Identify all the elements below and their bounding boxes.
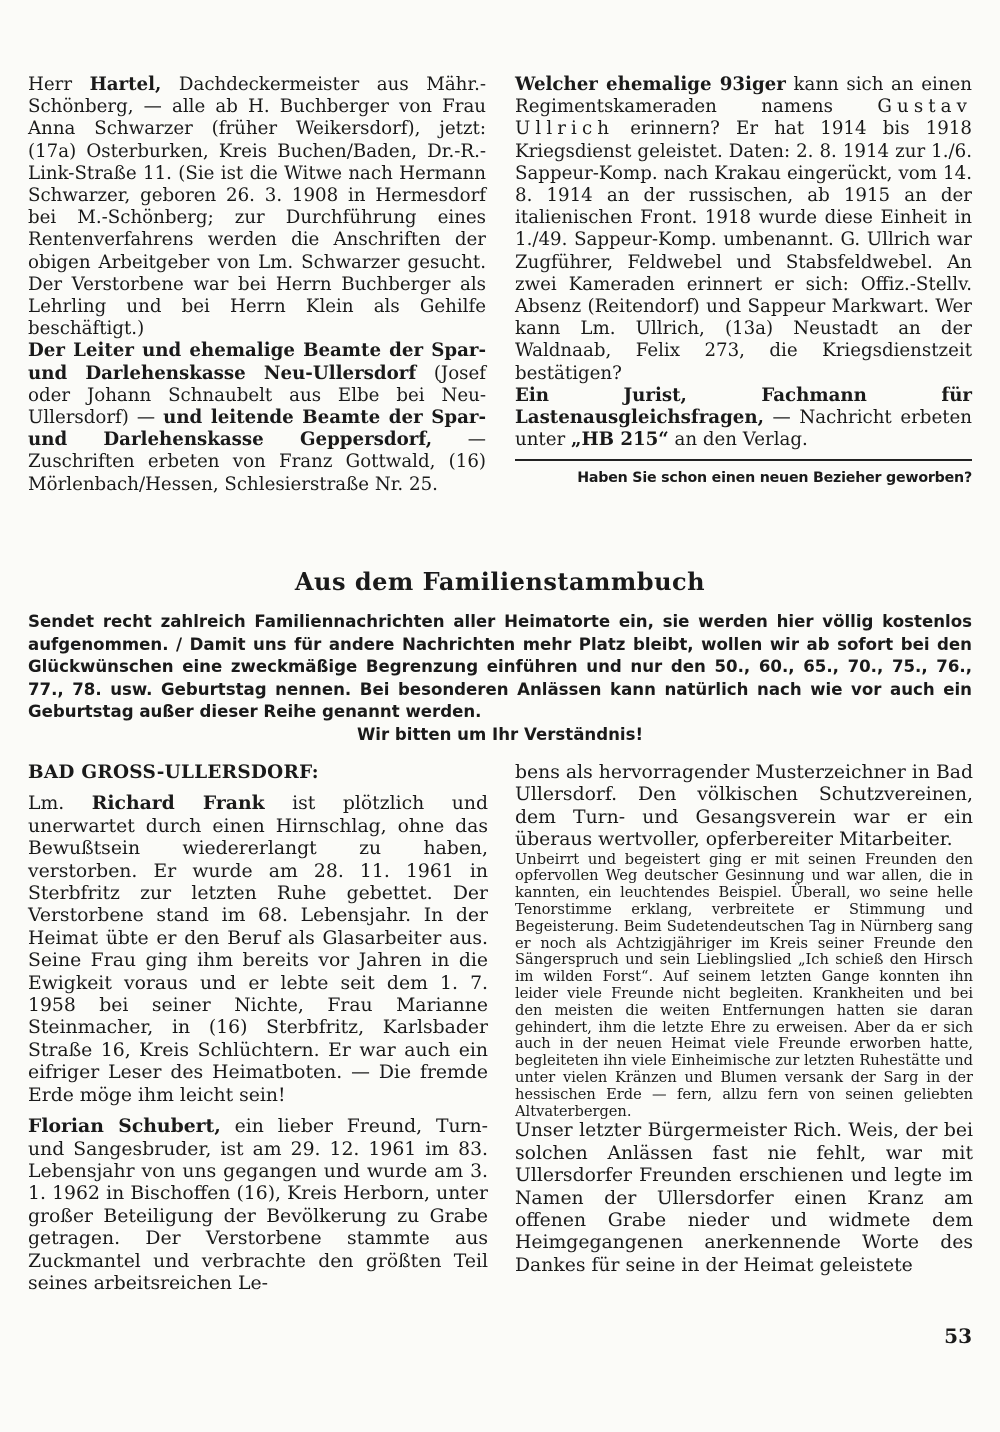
notice-darlehenskasse: Der Leiter und ehemalige Beamte der Spar- und Darlehenskasse Neu-Ullersdorf (Josef oder Johann Schnaubelt aus Elbe bei Neu-Ullersdorf) — und leitende Beamte der Spar- und Darlehenskasse Geppersdorf, — Zuschriften erbeten von Franz Gottwald, (16) Mörlenbach/Hessen, Schlesierstraße Nr. 25. <box>28 340 487 495</box>
section-intro-closing: Wir bitten um Ihr Verständnis! <box>356 724 644 744</box>
spaced-name: Gustav Ullrich <box>515 96 972 140</box>
section-title: Aus dem Familienstammbuch <box>294 567 706 596</box>
place-heading: BAD GROSS-ULLERSDORF: <box>28 762 319 783</box>
notice-93iger: Welcher ehemalige 93iger kann sich an einen Regimentskameraden namens Gustav Ullrich erinnern? Er hat 1914 bis 1918 Kriegsdienst geleistet. Daten: 2. 8. 1914 zur 1./6. Sappeur-Komp. nach Krakau eingerückt, vom 14. 8. 1914 an der russischen, ab 1915 an der italienischen Front. 1918 wurde diese Einheit in 1./49. Sappeur-Komp. umbenannt. G. Ullrich war Zugführer, Feldwebel und Stabsfeldwebel. An zwei Kameraden erinnert er sich: Offiz.-Stellv. Absenz (Reitendorf) und Sappeur Markwart. Wer kann Lm. Ullrich, (13a) Neustadt an der Waldnaab, Felix 273, die Kriegsdienstzeit bestätigen? <box>515 74 972 384</box>
notice-name: Hartel, <box>89 74 162 95</box>
obituary-small-print: Unbeirrt und begeistert ging er mit seinen Freunden den opfervollen Weg deutscher Gesinnung und war allen, die in kannten, ein leuchtendes Beispiel. Überall, wo seine helle Tenorstimme erklang, verbreitete er Stimmung und Begeisterung. Beim Sudetendeutschen Tag in Nürnberg sang er noch als Achtzigjähriger im Kreis seiner Freunde den Sängerspruch und sein Lieblingslied „Ich schieß den Hirsch im wilden Forst“. Auf seinem letzten Gange konnten ihn leider viele Freunde nicht begleiten. Krankheiten und bei den meisten die weiten Entfernungen hatten sie daran gehindert, ihm die letzte Ehre zu erweisen. Aber da er sich auch in der neuen Heimat viele Freunde erworben hatte, begleiteten ihn viele Einheimische zur letzten Ruhestätte und unter vielen Kränzen und Blumen versank der Sarg in der hessischen Erde — fern, allzu fern von seinen geliebten Altvaterbergen. <box>515 850 973 1120</box>
divider-rule <box>515 459 972 461</box>
notice-hartel: Herr Hartel, Dachdeckermeister aus Mähr.-Schönberg, — alle ab H. Buchberger von Frau Anna Schwarzer (früher Weikersdorf), jetzt: (17a) Osterburken, Kreis Buchen/Baden, Dr.-R.-Link-Straße 11. (Sie ist die Witwe nach Hermann Schwarzer, geboren 26. 3. 1908 in Hermesdorf bei M.-Schönberg; zur Durchführung eines Rentenverfahrens werden die Anschriften der obigen Arbeitgeber von Lm. Schwarzer gesucht. Der Verstorbene war bei Herrn Buchberger als Lehrling und bei Herrn Klein als Gehilfe beschäftigt.) <box>28 74 487 340</box>
notice-jurist: Ein Jurist, Fachmann für Lastenausgleichsfragen, — Nachricht erbeten unter „HB 215“ an den Verlag. <box>515 384 972 451</box>
obituary-frank: Lm. Richard Frank ist plötzlich und unerwartet durch einen Hirnschlag, ohne das Bewußtsein wiedererlangt zu haben, verstorben. Er wurde am 28. 11. 1961 in Sterbfritz zur letzten Ruhe gebettet. Der Verstorbene stand im 68. Lebensjahr. In der Heimat übte er den Beruf als Glasarbeiter aus. Seine Frau ging ihm bereits vor Jahren in die Ewigkeit voraus und er lebte seit dem 1. 7. 1958 bei seiner Nichte, Frau Marianne Steinmacher, in (16) Sterbfritz, Karlsbader Straße 16, Kreis Schlüchtern. Er war auch ein eifriger Leser des Heimatboten. — Die fremde Erde möge ihm leicht sein! <box>28 792 488 1106</box>
obituary-continuation: bens als hervorragender Musterzeichner in Bad Ullersdorf. Den völkischen Schutzvereinen, dem Turn- und Gesangsverein war er ein überaus wertvoller, opferbereiter Mitarbeiter. <box>515 762 973 851</box>
obituary-closing: Unser letzter Bürgermeister Rich. Weis, der bei solchen Anlässen fast nie fehlt, war mit Ullersdorfer Freunden erschienen und legte im Namen der Ullersdorfer einen Kranz am offenen Grabe nieder und widmete dem Heimgegangenen anerkennende Worte des Dankes für seine in der Heimat geleistete <box>515 1120 973 1276</box>
section-intro: Sendet recht zahlreich Familiennachrichten aller Heimatorte ein, sie werden hier völlig kostenlos aufgenommen. / Damit uns für andere Nachrichten mehr Platz bleibt, wollen wir ab sofort bei den Glückwünschen eine zweckmäßige Begrenzung einführen und nur den 50., 60., 65., 70., 75., 76., 77., 78. usw. Geburtstag nennen. Bei besonderen Anlässen kann natürlich nach wie vor auch ein Geburtstag außer dieser Reihe genannt werden. Wir bitten um Ihr Verständnis! <box>28 611 972 747</box>
top-left-column <box>28 74 486 496</box>
lower-right-column <box>515 762 973 1277</box>
top-right-column <box>515 74 972 490</box>
subscriber-slogan: Haben Sie schon einen neuen Bezieher geworben? <box>577 470 972 487</box>
obituary-schubert: Florian Schubert, ein lieber Freund, Turn- und Sangesbruder, ist am 29. 12. 1961 im 83. Lebensjahr von uns gegangen und wurde am 3. 1. 1962 in Bischoffen (16), Kreis Herborn, unter großer Beteiligung der Bevölkerung zu Grabe getragen. Der Verstorbene stammte aus Zuckmantel und verbrachte den größten Teil seines arbeitsreichen Le- <box>28 1115 488 1294</box>
page-number: 53 <box>944 1324 972 1348</box>
lower-left-column <box>28 762 488 1295</box>
